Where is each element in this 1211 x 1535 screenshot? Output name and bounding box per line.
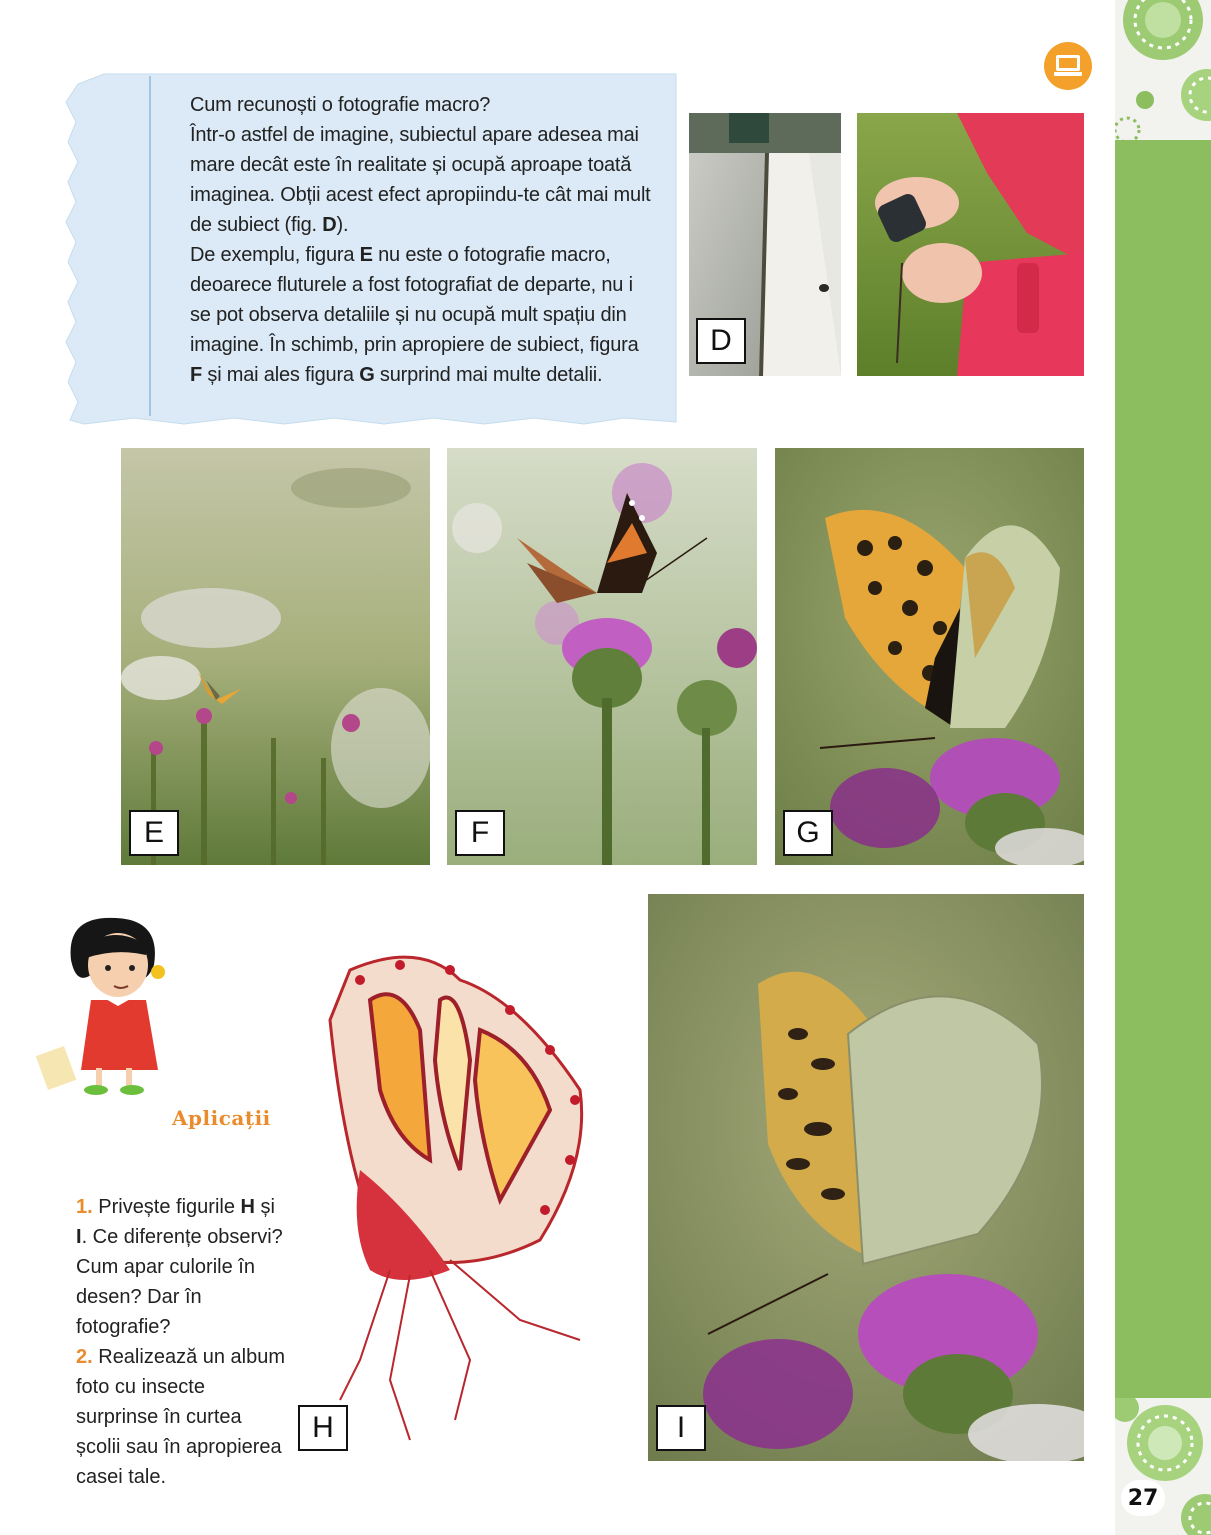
note-p2-text-b: nu este o fotografie macro, deoarece fluturele a fost fotografiat de departe, nu i se pot observa detaliile și nu ocupă mult spațiu din imagine. În schimb, prin apropiere de subiect, figura (190, 244, 639, 356)
task-2-number: 2. (76, 1346, 93, 1368)
side-green-panel (1115, 140, 1211, 1398)
task-1-fig-ref-h: H (240, 1196, 255, 1218)
note-paragraph-1 (172, 120, 652, 240)
figure-label-f: F (455, 810, 505, 856)
figure-label-i: I (656, 1405, 706, 1451)
note-p2-text-c: și mai ales figura (202, 364, 360, 386)
figure-label-d: D (696, 318, 746, 364)
figure-label-h: H (298, 1405, 348, 1451)
note-p1-text: Într-o astfel de imagine, subiectul apare adesea mai mare decât este în realitate și ocupă aproape toată imaginea. Obții acest efect apropiindu-te cât mai mult de subiect (fig. (190, 124, 651, 236)
decorative-circles-top (1115, 0, 1211, 140)
girl-illustration (36, 910, 186, 1096)
task-2-text (58, 1342, 288, 1492)
photo-hands-with-camera (857, 113, 1084, 376)
note-p1-text-end: ). (336, 214, 349, 236)
task-1-number: 1. (76, 1196, 93, 1218)
photo-f-butterfly-closer (447, 448, 757, 865)
computer-icon (1044, 42, 1092, 90)
note-p2-text-a: De exemplu, figura (190, 244, 360, 266)
note-p2-fig-ref-f: F (190, 364, 203, 386)
task-1-text-a: Privește figurile (92, 1196, 241, 1218)
task-1-text (58, 1192, 288, 1342)
note-paragraph-2 (172, 240, 652, 390)
task-2-text-body: Realizează un album foto cu insecte surprinse în curtea școlii sau în apropierea casei tale. (76, 1346, 286, 1488)
figure-label-e: E (129, 810, 179, 856)
note-p2-fig-ref-g: G (359, 364, 375, 386)
note-text (172, 90, 652, 390)
note-question: Cum recunoști o fotografie macro? (190, 94, 491, 116)
task-1-fig-ref-i: I (76, 1226, 82, 1248)
note-p2-fig-ref-e: E (359, 244, 373, 266)
page-number: 27 (1121, 1480, 1165, 1516)
photo-g-butterfly-macro (775, 448, 1084, 865)
drawing-h-butterfly-illustration (300, 940, 635, 1460)
note-p1-fig-ref: D (322, 214, 337, 236)
task-1-text-b: și (254, 1196, 275, 1218)
photo-i-butterfly (648, 894, 1084, 1461)
task-1-text-c: . Ce diferențe observi? Cum apar culorile în desen? Dar în fotografie? (76, 1226, 283, 1338)
task-2 (58, 1342, 288, 1492)
figure-label-g: G (783, 810, 833, 856)
decorative-circles-bottom (1115, 1398, 1211, 1535)
note-p2-text-d: surprind mai multe detalii. (374, 364, 603, 386)
task-1 (58, 1192, 288, 1342)
photo-e-butterfly-far (121, 448, 430, 865)
applications-title: Aplicații (172, 1106, 271, 1130)
macro-info-note (64, 72, 677, 428)
